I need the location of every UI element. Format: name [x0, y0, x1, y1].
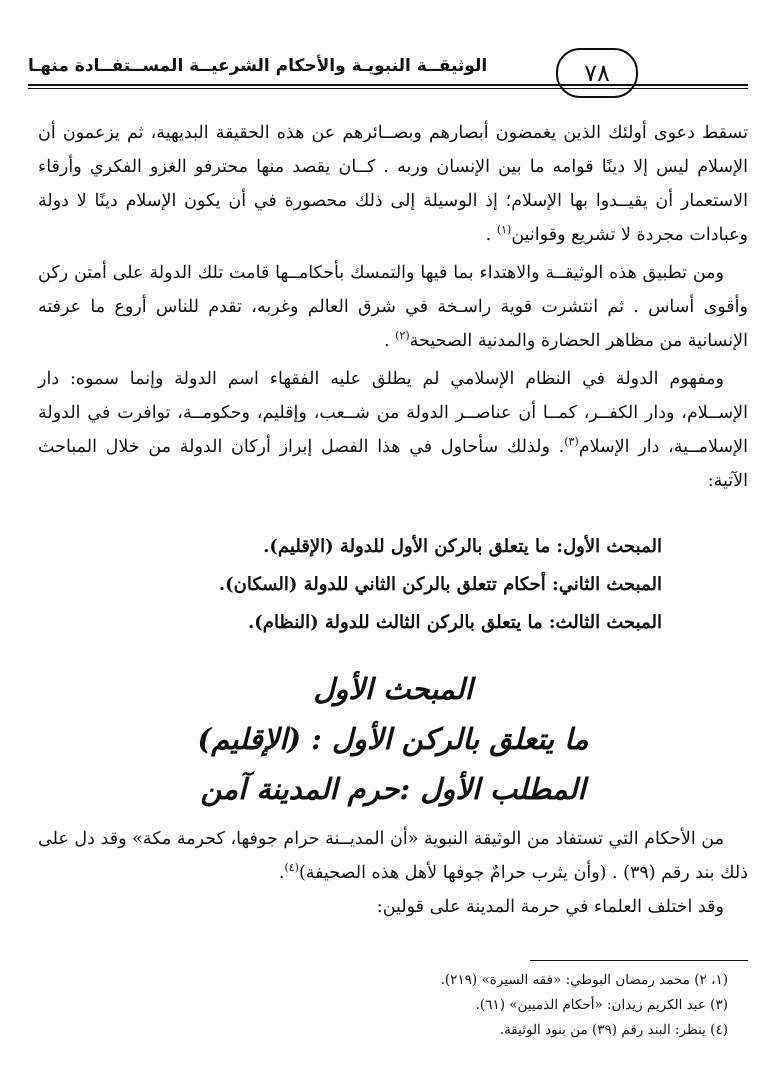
paragraph-2 — [38, 256, 748, 358]
section-heading-1: المبحث الأول — [313, 672, 473, 706]
paragraph-1-text: تسقط دعوى أولئك الذين يغمضون أبصارهم وبصــائرهم عن هذه الحقيقة البديهية، ثم يزعمون أن الإسلام ليس إلا دينًا قوامه ما بين الإنسان وربه . كــان يقصد منها محترفو الغزو الفكري وأرقاء الاستعمار أن يقيــدوا بها الإسلام؛ إذ الوسيلة إلى ذلك محصورة في أن يكون الإسلام دينًا لا دولة وعبادات مجردة لا تشريع وقوانين — [38, 123, 748, 245]
section-heading-3: المطلب الأول :حرم المدينة آمن — [200, 772, 586, 806]
paragraph-3 — [38, 362, 748, 498]
paragraph-5: وقد اختلف العلماء في حرمة المدينة على قولين: — [376, 897, 724, 917]
topic-item-2: المبحث الثاني: أحكام تتعلق بالركن الثاني للدولة (السكان). — [218, 574, 662, 595]
page-header — [28, 46, 748, 106]
paragraph-1 — [38, 116, 748, 252]
body-text-2 — [38, 822, 748, 924]
topic-item-1: المبحث الأول: ما يتعلق بالركن الأول للدولة (الإقليم). — [263, 536, 662, 557]
paragraph-1-tail: . — [485, 225, 497, 245]
footnote-ref-1: (١) — [496, 223, 512, 237]
footnote-1: (١، ٢) محمد رمضان البوطي: «فقه السيرة» (٢١٩). — [440, 972, 728, 988]
paragraph-2-tail: . — [383, 331, 396, 351]
paragraph-3-text: ومفهوم الدولة في النظام الإسلامي لم يطلق عليه الفقهاء اسم الدولة وإنما سموه: دار الإســلام، ودار الكفــر، كمــا أن عناصــر الدولة من شــعب، وإقليم، وحكومــة، توافرت في الدولة الإسلامــية، دار الإسلام — [38, 369, 748, 457]
paragraph-4-tail: . — [278, 863, 285, 883]
footnote-3: (٤) ينظر: البند رقم (٣٩) من بنود الوثيقة. — [499, 1022, 728, 1038]
body-text — [38, 116, 748, 498]
footnote-2: (٣) عبد الكريم زيدان: «أحكام الذميين» (٦١). — [475, 997, 728, 1013]
section-heading — [38, 664, 748, 814]
topics-list — [38, 528, 748, 642]
page-number: ٧٨ — [556, 48, 638, 98]
footnote-ref-4: (٤) — [284, 861, 299, 875]
header-rule-thin — [28, 88, 748, 89]
footnote-ref-3: (٣) — [564, 435, 579, 449]
running-title: الوثيقــة النبويـة والأحكام الشرعيــة المســتفــادة منهـا — [28, 56, 488, 76]
footnotes — [38, 968, 728, 1043]
topic-item-3: المبحث الثالث: ما يتعلق بالركن الثالث للدولة (النظام). — [248, 612, 662, 633]
paragraph-4 — [38, 822, 748, 890]
footnote-ref-2: (٢) — [395, 329, 410, 343]
paragraph-2-text: ومن تطبيق هذه الوثيقــة والاهتداء بما فيها والتمسك بأحكامــها قامت تلك الدولة على أمتن ركن وأقوى أساس . ثم انتشرت قوية راسـخة في شرق العالم وغربه، تقدم للناس أروع ما عرفته الإنسانية من مظاهر الحضارة والمدنية الصحيحة — [38, 263, 748, 351]
footnote-rule — [530, 960, 748, 961]
paragraph-3-tail: . ولذلك سأحاول في هذا الفصل إبراز أركان الدولة من خلال المباحث الآتية: — [38, 437, 748, 491]
paragraph-4-text: من الأحكام التي تستفاد من الوثيقة النبوية «أن المديــنة حرام جوفها، كحرمة مكة» وقد دل على ذلك بند رقم (٣٩) . (وأن يثرب حرامٌ جوفها لأهل هذه الصحيفة) — [38, 829, 748, 883]
section-heading-2: ما يتعلق بالركن الأول : (الإقليم) — [197, 722, 589, 756]
header-rule — [28, 84, 748, 86]
